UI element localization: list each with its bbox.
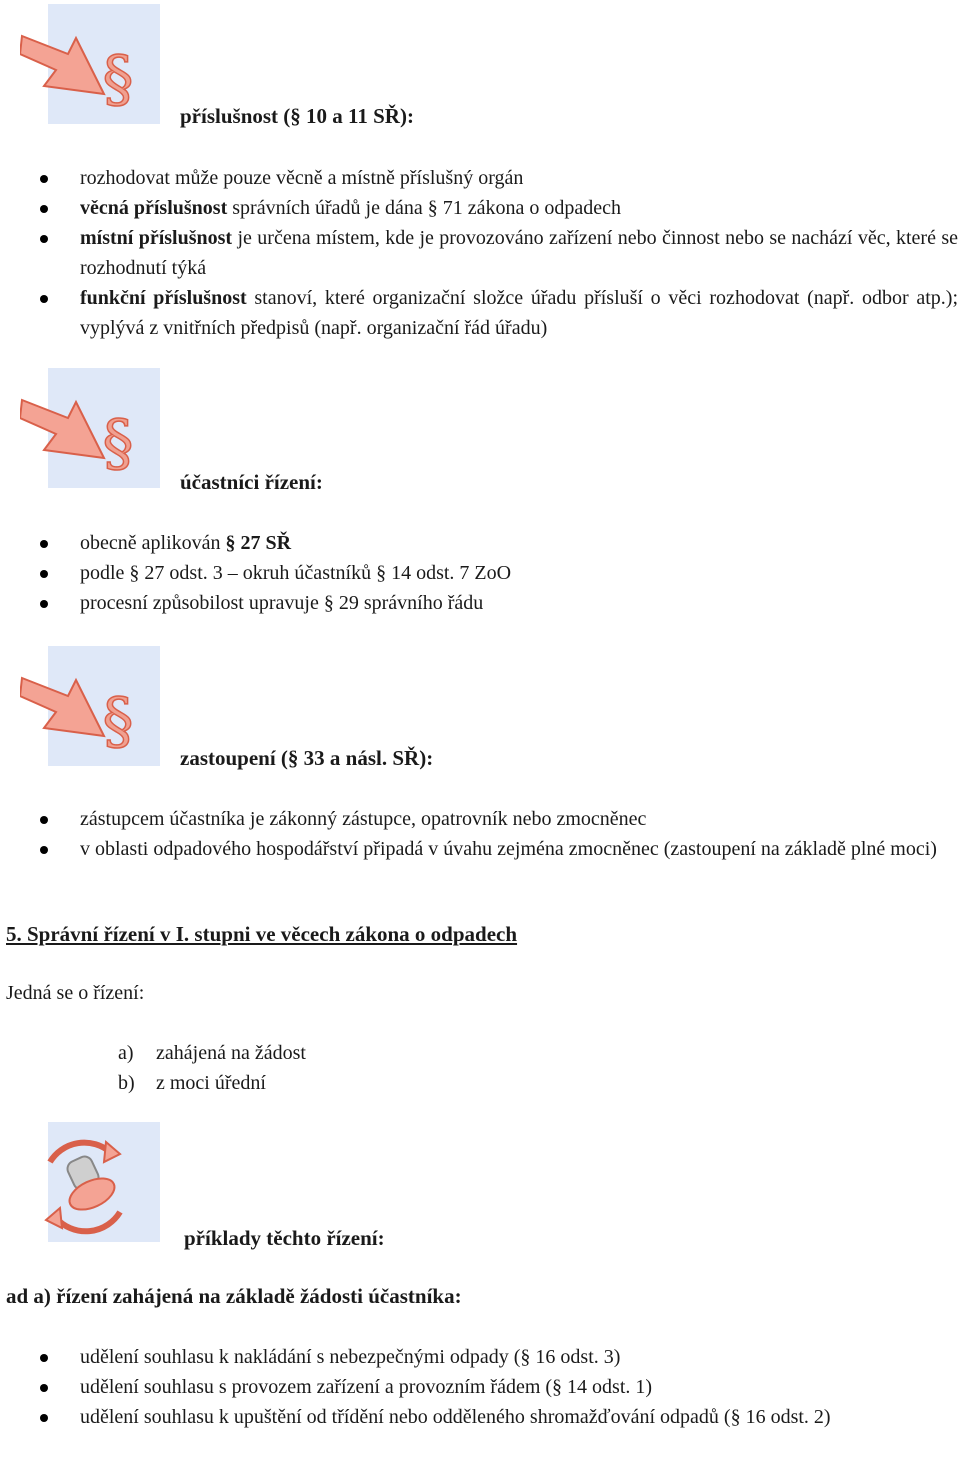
svg-text:§: § (102, 406, 134, 479)
svg-text:§: § (102, 42, 134, 115)
bullet-list-zastoupeni (40, 804, 958, 864)
list-item: v oblasti odpadového hospodářství připadá v úvahu zejména zmocněnec (zastoupení na základě plné moci) (40, 834, 958, 864)
list-item: obecně aplikován § 27 SŘ (40, 528, 958, 558)
examples-heading: příklady těchto řízení: (184, 1226, 385, 1250)
subheading-zadost: ad a) řízení zahájená na základě žádosti účastníka: (6, 1284, 462, 1308)
list-item: místní příslušnost je určena místem, kde je provozováno zařízení nebo činnost nebo se nachází věc, které se rozhodnutí týká (40, 223, 958, 283)
intro-text: Jedná se o řízení: (6, 982, 145, 1004)
paragraph-arrow-icon (20, 646, 160, 766)
svg-text:§: § (102, 684, 134, 757)
bullet-list-ucastnici (40, 528, 958, 618)
list-item: rozhodovat může pouze věcně a místně příslušný orgán (40, 163, 958, 193)
list-item: a) zahájená na žádost (118, 1042, 306, 1064)
section-heading-ucastnici: účastníci řízení: (180, 470, 323, 494)
list-item: věcná příslušnost správních úřadů je dána § 71 zákona o odpadech (40, 193, 958, 223)
list-item: udělení souhlasu k nakládání s nebezpečnými odpady (§ 16 odst. 3) (40, 1342, 958, 1372)
list-item: b) z moci úřední (118, 1072, 266, 1094)
list-item: funkční příslušnost stanoví, které organizační složce úřadu přísluší o věci rozhodovat (např. odbor atp.); vyplývá z vnitřních předpisů (např. organizační řád úřadu) (40, 283, 958, 343)
list-item: zástupcem účastníka je zákonný zástupce, opatrovník nebo zmocněnec (40, 804, 958, 834)
list-item: procesní způsobilost upravuje § 29 správního řádu (40, 588, 958, 618)
alpha-list (118, 1038, 306, 1098)
list-item: udělení souhlasu k upuštění od třídění nebo odděleného shromažďování odpadů (§ 16 odst. 2) (40, 1402, 958, 1432)
bullet-list-priklady (40, 1342, 958, 1432)
section-heading-zastoupeni: zastoupení (§ 33 a násl. SŘ): (180, 746, 434, 770)
section-heading-prislusnost: příslušnost (§ 10 a 11 SŘ): (180, 104, 414, 128)
stamp-cycle-icon (20, 1122, 160, 1242)
paragraph-arrow-icon (20, 368, 160, 488)
paragraph-arrow-icon (20, 4, 160, 124)
list-item: udělení souhlasu s provozem zařízení a provozním řádem (§ 14 odst. 1) (40, 1372, 958, 1402)
section-title: 5. Správní řízení v I. stupni ve věcech zákona o odpadech (6, 922, 518, 946)
bullet-list-prislusnost (40, 163, 958, 343)
list-item: podle § 27 odst. 3 – okruh účastníků § 14 odst. 7 ZoO (40, 558, 958, 588)
